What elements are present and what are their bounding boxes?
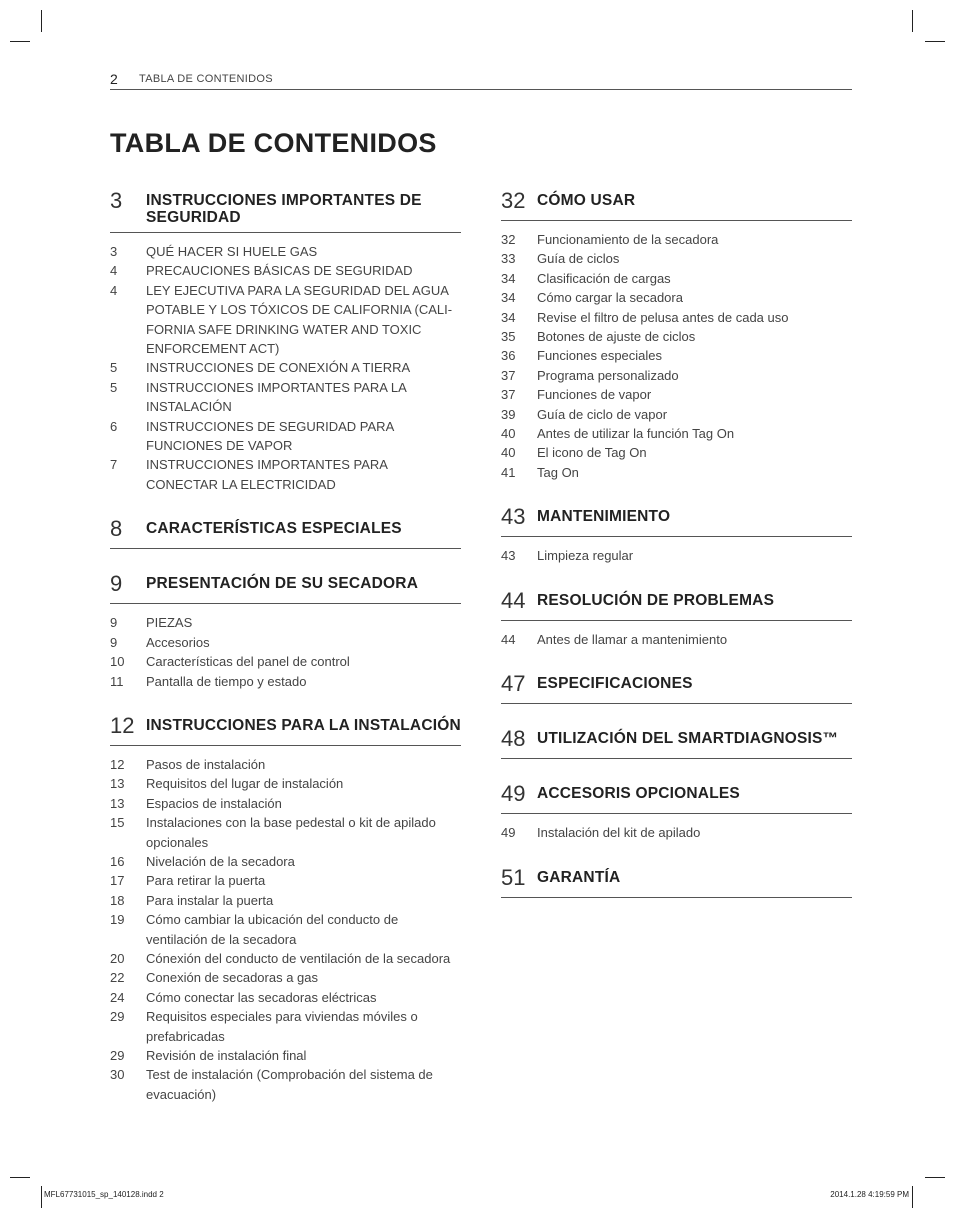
entry-title: Funciones de vapor: [537, 387, 652, 403]
entry-title: Limpieza regular: [537, 548, 634, 564]
entry-page-number: 36: [501, 348, 516, 364]
entry-page-number: 19: [110, 912, 125, 928]
section-heading[interactable]: [501, 865, 852, 898]
toc-entry[interactable]: [501, 366, 852, 385]
toc-entry[interactable]: [501, 823, 852, 842]
entry-page-number: 44: [501, 631, 516, 647]
entry-title: Guía de ciclo de vapor: [537, 406, 668, 422]
section-title: MANTENIMIENTO: [537, 508, 671, 526]
toc-entry[interactable]: [501, 463, 852, 482]
toc-entry[interactable]: [501, 327, 852, 346]
running-title: TABLA DE CONTENIDOS: [139, 73, 273, 85]
entry-page-number: 49: [501, 825, 516, 841]
section-title: INSTRUCCIONES PARA LA INSTALACIÓN: [146, 716, 461, 734]
section-heading[interactable]: [501, 781, 852, 814]
entry-page-number: 17: [110, 873, 125, 889]
entry-page-number: 15: [110, 815, 125, 831]
entry-title: INSTRUCCIONES DE SEGURIDAD PARA FUNCIONES DE VAPOR: [146, 418, 394, 454]
entry-page-number: 37: [501, 387, 516, 403]
toc-column-right: [501, 188, 852, 920]
toc-entry[interactable]: [110, 1046, 461, 1065]
toc-entry[interactable]: [110, 281, 461, 359]
section-items: [110, 613, 461, 691]
toc-entry[interactable]: [110, 455, 461, 494]
section-items: [110, 242, 461, 494]
toc-entry[interactable]: [110, 891, 461, 910]
entry-title: Cómo conectar las secadoras eléctricas: [146, 989, 377, 1005]
section-page-number: 8: [110, 516, 123, 542]
entry-page-number: 20: [110, 950, 125, 966]
toc-section: [501, 188, 852, 482]
section-heading[interactable]: [110, 516, 461, 549]
toc-entry[interactable]: [110, 988, 461, 1007]
toc-entry[interactable]: [110, 1065, 461, 1104]
toc-entry[interactable]: [110, 774, 461, 793]
toc-entry[interactable]: [501, 249, 852, 268]
entry-title: Para retirar la puerta: [146, 873, 266, 889]
toc-section: [501, 671, 852, 704]
section-page-number: 51: [501, 864, 526, 890]
section-page-number: 47: [501, 671, 526, 697]
toc-entry[interactable]: [501, 424, 852, 443]
toc-entry[interactable]: [110, 242, 461, 261]
toc-entry[interactable]: [110, 417, 461, 456]
entry-title: Antes de utilizar la función Tag On: [537, 426, 735, 442]
entry-page-number: 43: [501, 548, 516, 564]
entry-title: El icono de Tag On: [537, 445, 647, 461]
entry-title: Test de instalación (Comprobación del sistema de evacuación): [146, 1067, 433, 1102]
entry-title: Guía de ciclos: [537, 251, 620, 267]
toc-entry[interactable]: [501, 230, 852, 249]
entry-page-number: 5: [110, 379, 118, 395]
toc-entry[interactable]: [501, 546, 852, 565]
section-items: [501, 230, 852, 482]
entry-title: Funcionamiento de la secadora: [537, 232, 719, 247]
entry-page-number: 24: [110, 989, 125, 1005]
section-title: ACCESORIS OPCIONALES: [537, 785, 740, 803]
section-page-number: 44: [501, 587, 526, 613]
toc-section: [110, 713, 461, 1104]
entry-title: Instalaciones con la base pedestal o kit de apilado opcionales: [146, 815, 436, 850]
entry-title: Cómo cambiar la ubicación del conducto de ventilación de la secadora: [146, 912, 399, 947]
section-page-number: 43: [501, 504, 526, 530]
entry-title: Funciones especiales: [537, 348, 663, 364]
page-number: 2: [110, 71, 118, 87]
crop-mark: [912, 10, 913, 32]
section-items: [501, 823, 852, 842]
entry-page-number: 39: [501, 406, 516, 422]
entry-title: Cómo cargar la secadora: [537, 290, 683, 306]
toc-entry[interactable]: [110, 652, 461, 671]
toc-entry[interactable]: [110, 910, 461, 949]
entry-title: Pasos de instalación: [146, 756, 266, 772]
toc-section: [501, 504, 852, 565]
entry-page-number: 22: [110, 970, 125, 986]
crop-mark: [41, 10, 42, 32]
toc-entry[interactable]: [110, 813, 461, 852]
entry-page-number: 29: [110, 1009, 125, 1025]
entry-title: Conexión de secadoras a gas: [146, 970, 319, 986]
toc-entry[interactable]: [110, 613, 461, 632]
crop-mark: [10, 41, 30, 42]
entry-title: Requisitos del lugar de instalación: [146, 776, 344, 792]
section-page-number: 49: [501, 781, 526, 807]
toc-entry[interactable]: [110, 633, 461, 652]
entry-title: Clasificación de cargas: [537, 270, 671, 286]
section-page-number: 9: [110, 571, 123, 597]
entry-page-number: 10: [110, 654, 125, 670]
toc-entry[interactable]: [501, 288, 852, 307]
entry-title: INSTRUCCIONES IMPORTANTES PARA CONECTAR LA ELECTRICIDAD: [146, 457, 388, 492]
section-items: [501, 630, 852, 649]
section-title: UTILIZACIÓN DEL SMARTDIAGNOSIS™: [537, 730, 839, 748]
entry-title: Revise el filtro de pelusa antes de cada uso: [537, 309, 789, 325]
toc-section: [501, 726, 852, 759]
entry-title: Espacios de instalación: [146, 795, 282, 811]
toc-entry[interactable]: [501, 269, 852, 288]
entry-page-number: 33: [501, 251, 516, 267]
section-title: CARACTERÍSTICAS ESPECIALES: [146, 520, 402, 538]
entry-page-number: 41: [501, 464, 516, 480]
entry-page-number: 34: [501, 270, 516, 286]
entry-page-number: 7: [110, 457, 118, 473]
entry-title: Revisión de instalación final: [146, 1048, 307, 1063]
toc-entry[interactable]: [110, 871, 461, 890]
entry-page-number: 18: [110, 892, 125, 908]
entry-title: Cónexión del conducto de ventilación de la secadora: [146, 950, 451, 966]
section-page-number: 32: [501, 188, 526, 213]
entry-title: Para instalar la puerta: [146, 892, 274, 908]
entry-page-number: 3: [110, 244, 118, 259]
section-items: [110, 755, 461, 1104]
entry-page-number: 5: [110, 360, 118, 376]
toc-entry[interactable]: [110, 949, 461, 968]
toc-entry[interactable]: [501, 346, 852, 365]
running-header: [110, 70, 852, 90]
entry-page-number: 11: [110, 673, 124, 689]
crop-mark: [925, 1177, 945, 1178]
toc-entry[interactable]: [110, 378, 461, 417]
section-heading[interactable]: [501, 504, 852, 537]
entry-title: Pantalla de tiempo y estado: [146, 673, 307, 689]
toc-entry[interactable]: [501, 443, 852, 462]
entry-page-number: 13: [110, 776, 125, 792]
entry-title: Instalación del kit de apilado: [537, 825, 701, 841]
entry-title: PRECAUCIONES BÁSICAS DE SEGURIDAD: [146, 263, 413, 279]
entry-page-number: 32: [501, 232, 516, 247]
page-title: TABLA DE CONTENIDOS: [110, 128, 437, 158]
entry-page-number: 30: [110, 1067, 125, 1083]
entry-page-number: 37: [501, 367, 516, 383]
entry-title: Botones de ajuste de ciclos: [537, 329, 696, 345]
toc-section: [501, 588, 852, 649]
entry-page-number: 34: [501, 290, 516, 306]
entry-page-number: 9: [110, 615, 118, 631]
toc-entry[interactable]: [110, 358, 461, 377]
section-title: RESOLUCIÓN DE PROBLEMAS: [537, 591, 775, 609]
footer-file-name: MFL67731015_sp_140128.indd 2: [44, 1190, 164, 1199]
entry-title: PIEZAS: [146, 615, 193, 631]
crop-mark: [912, 1186, 913, 1208]
crop-mark: [41, 1186, 42, 1208]
entry-page-number: 13: [110, 795, 125, 811]
entry-page-number: 40: [501, 445, 516, 461]
entry-title: INSTRUCCIONES DE CONEXIÓN A TIERRA: [146, 360, 411, 376]
section-page-number: 12: [110, 712, 135, 738]
entry-page-number: 35: [501, 329, 516, 345]
entry-page-number: 16: [110, 853, 125, 869]
section-heading[interactable]: [501, 671, 852, 704]
section-title: ESPECIFICACIONES: [537, 675, 693, 693]
section-heading[interactable]: [110, 713, 461, 746]
toc-section: [501, 781, 852, 842]
section-title: PRESENTACIÓN DE SU SECADORA: [146, 575, 419, 593]
section-page-number: 3: [110, 188, 123, 213]
section-title: CÓMO USAR: [537, 192, 636, 209]
entry-title: Antes de llamar a mantenimiento: [537, 631, 728, 647]
entry-page-number: 29: [110, 1048, 125, 1063]
entry-title: Características del panel de control: [146, 654, 350, 670]
toc-entry[interactable]: [110, 672, 461, 691]
toc-entry[interactable]: [110, 852, 461, 871]
entry-title: Requisitos especiales para viviendas móviles o prefabricadas: [146, 1009, 418, 1044]
entry-page-number: 6: [110, 418, 118, 434]
entry-page-number: 34: [501, 309, 516, 325]
section-heading[interactable]: [501, 188, 852, 221]
toc-entry[interactable]: [501, 630, 852, 649]
section-heading[interactable]: [501, 726, 852, 759]
entry-title: QUÉ HACER SI HUELE GAS: [146, 244, 318, 259]
section-items: [501, 546, 852, 565]
toc-entry[interactable]: [501, 308, 852, 327]
entry-title: LEY EJECUTIVA PARA LA SEGURIDAD DEL AGUA POTABLE Y LOS TÓXICOS DE CALIFORNIA (CALI-FORNIA SAFE DRINKING WATER AND TOXIC ENFORCEMENT ACT): [146, 282, 453, 357]
crop-mark: [925, 41, 945, 42]
footer-timestamp: 2014.1.28 4:19:59 PM: [830, 1190, 909, 1199]
toc-section: [110, 571, 461, 691]
toc-entry[interactable]: [110, 968, 461, 987]
toc-entry[interactable]: [501, 385, 852, 404]
entry-page-number: 4: [110, 282, 118, 298]
entry-title: INSTRUCCIONES IMPORTANTES PARA LA INSTALACIÓN: [146, 379, 407, 415]
entry-page-number: 40: [501, 426, 516, 442]
section-heading[interactable]: [110, 188, 461, 233]
section-heading[interactable]: [501, 588, 852, 621]
entry-title: Tag On: [537, 464, 579, 480]
entry-page-number: 4: [110, 263, 118, 279]
toc-entry[interactable]: [501, 405, 852, 424]
toc-column-left: [110, 188, 461, 1126]
toc-entry[interactable]: [110, 261, 461, 280]
entry-title: Nivelación de la secadora: [146, 853, 295, 869]
toc-section: [110, 516, 461, 549]
toc-section: [110, 188, 461, 494]
section-title: GARANTÍA: [537, 868, 621, 886]
toc-section: [501, 865, 852, 898]
toc-entry[interactable]: [110, 794, 461, 813]
entry-title: Accesorios: [146, 634, 210, 650]
entry-title: Programa personalizado: [537, 367, 679, 383]
entry-page-number: 12: [110, 756, 125, 772]
toc-entry[interactable]: [110, 755, 461, 774]
section-heading[interactable]: [110, 571, 461, 604]
crop-mark: [10, 1177, 30, 1178]
section-page-number: 48: [501, 726, 526, 752]
entry-page-number: 9: [110, 634, 118, 650]
section-title: INSTRUCCIONES IMPORTANTES DE SEGURIDAD: [146, 192, 422, 226]
toc-entry[interactable]: [110, 1007, 461, 1046]
